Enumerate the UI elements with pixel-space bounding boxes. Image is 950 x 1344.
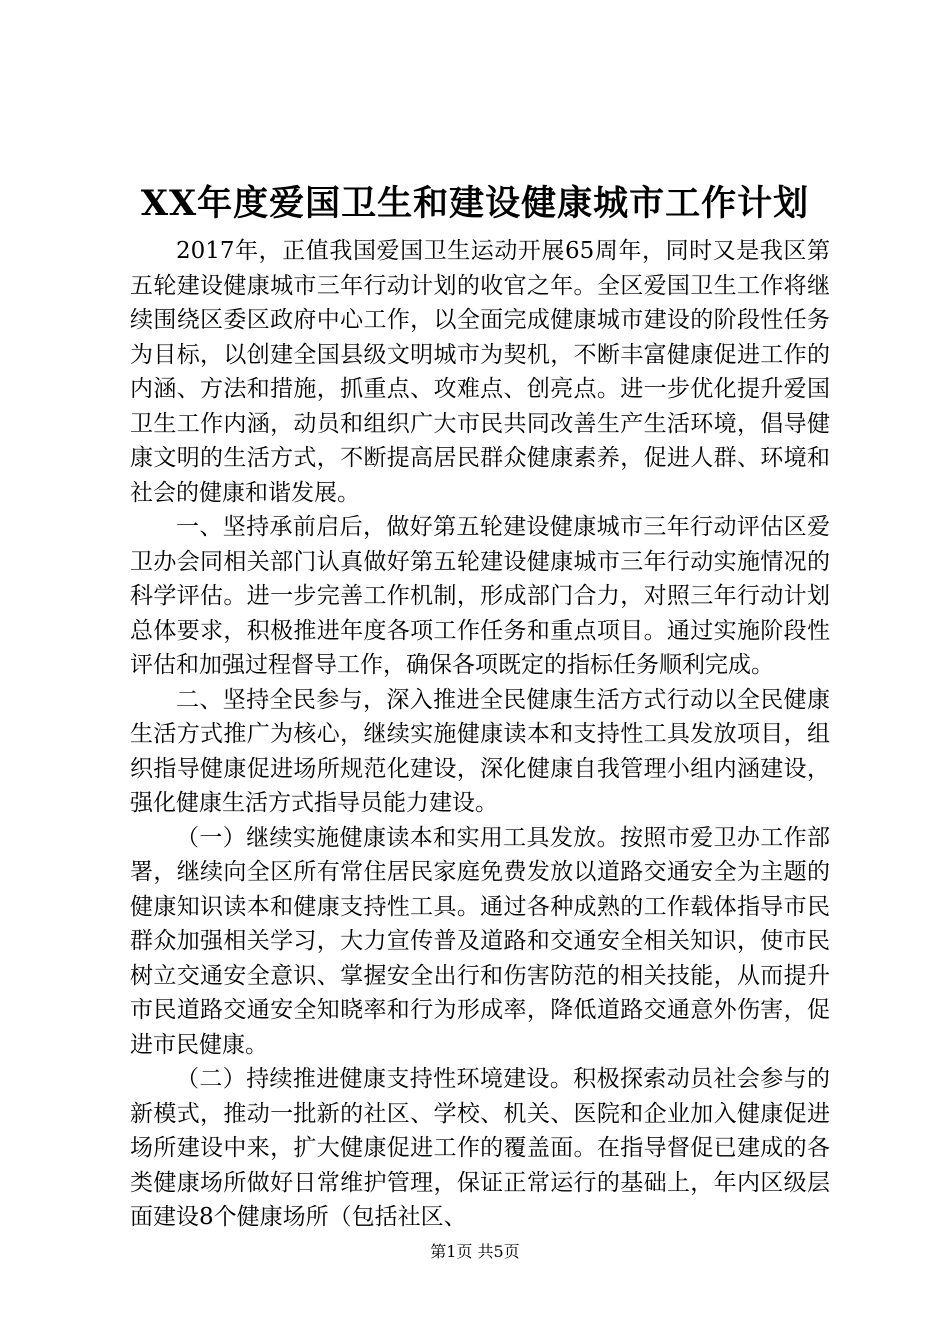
- paragraph-subsection-1: （一）继续实施健康读本和实用工具发放。按照市爱卫办工作部署，继续向全区所有常住居民家庭免费发放以道路交通安全为主题的健康知识读本和健康支持性工具。通过各种成熟的工作载体指导市民群众加强相关学习，大力宣传普及道路和交通安全相关知识，使市民树立交通安全意识、掌握安全出行和伤害防范的相关技能，从而提升市民道路交通安全知晓率和行为形成率，降低道路交通意外伤害，促进市民健康。: [130, 824, 830, 1058]
- paragraph-section-1: 一、坚持承前启后，做好第五轮建设健康城市三年行动评估区爱卫办会同相关部门认真做好第五轮建设健康城市三年行动实施情况的科学评估。进一步完善工作机制，形成部门合力，对照三年行动计划总体要求，积极推进年度各项工作任务和重点项目。通过实施阶段性评估和加强过程督导工作，确保各项既定的指标任务顺利完成。: [130, 514, 830, 678]
- page-number-footer: 第1页 共5页: [430, 1242, 520, 1261]
- paragraph-intro: 2017年，正值我国爱国卫生运动开展65周年，同时又是我区第五轮建设健康城市三年行动计划的收官之年。全区爱国卫生工作将继续围绕区委区政府中心工作，以全面完成健康城市建设的阶段性任务为目标，以创建全国县级文明城市为契机，不断丰富健康促进工作的内涵、方法和措施，抓重点、攻难点、创亮点。进一步优化提升爱国卫生工作内涵，动员和组织广大市民共同改善生产生活环境，倡导健康文明的生活方式，不断提高居民群众健康素养，促进人群、环境和社会的健康和谐发展。: [130, 238, 830, 506]
- paragraph-subsection-2: （二）持续推进健康支持性环境建设。积极探索动员社会参与的新模式，推动一批新的社区、学校、机关、医院和企业加入健康促进场所建设中来，扩大健康促进工作的覆盖面。在指导督促已建成的各类健康场所做好日常维护管理，保证正常运行的基础上，年内区级层面建设8个健康场所（包括社区、: [130, 1066, 830, 1230]
- paragraph-section-2: 二、坚持全民参与，深入推进全民健康生活方式行动以全民健康生活方式推广为核心，继续实施健康读本和支持性工具发放项目，组织指导健康促进场所规范化建设，深化健康自我管理小组内涵建设，强化健康生活方式指导员能力建设。: [130, 686, 830, 816]
- document-title: XX年度爱国卫生和建设健康城市工作计划: [140, 183, 810, 224]
- document-body: [130, 234, 830, 1235]
